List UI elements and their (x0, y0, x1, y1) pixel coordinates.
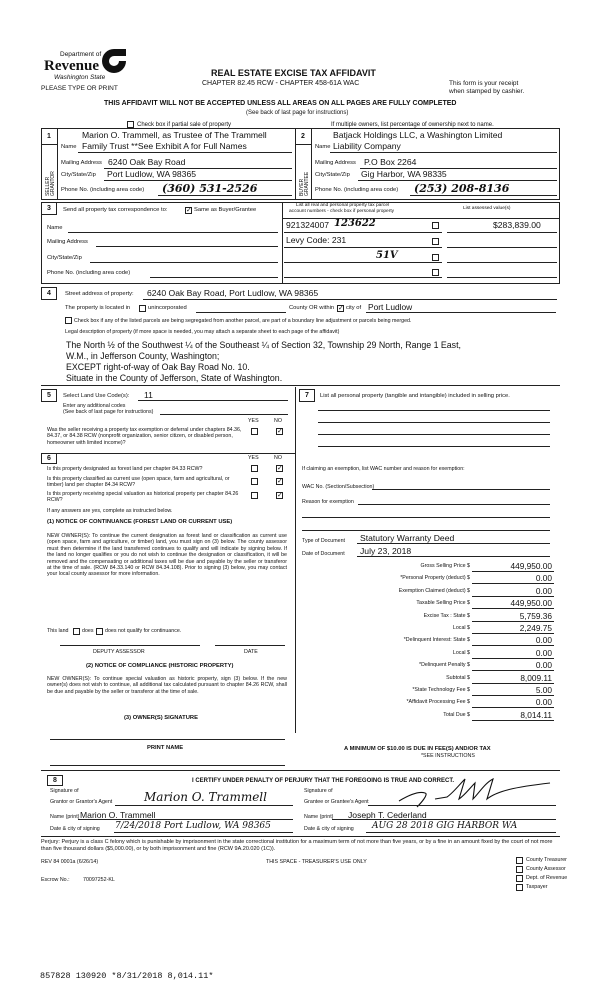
city-name: Port Ludlow (368, 302, 413, 312)
tax-row-line (472, 695, 554, 696)
buyer-phone[interactable]: (253) 208-8136 (414, 182, 510, 195)
section3-number: 3 (47, 205, 51, 212)
segregation-checkbox[interactable] (65, 317, 72, 324)
does-not-checkbox[interactable] (96, 628, 103, 635)
city-of-label: city of (346, 305, 362, 311)
section7-number: 7 (305, 392, 309, 399)
tax-row-value[interactable]: 0.00 (535, 660, 552, 670)
tax-row-value[interactable]: 449,950.00 (510, 561, 552, 571)
does-label: does (82, 628, 94, 634)
land-use-code[interactable]: 11 (144, 390, 153, 400)
grantor-date-city[interactable]: 7/24/2018 Port Ludlow, WA 98365 (115, 821, 271, 831)
street-label: Street address of property: (65, 291, 134, 297)
section5-number: 5 (47, 392, 51, 399)
legal-description-label: Legal description of property (if more space is needed, you may attach a separate sheet to each page of the affidavit) (65, 329, 340, 335)
copy-dor: Dept. of Revenue (526, 875, 568, 881)
seller-name-line2: Family Trust **See Exhibit A for Full Names (82, 141, 247, 151)
historic-yes-checkbox[interactable] (251, 492, 258, 499)
tax-row-label: *Affidavit Processing Fee $ (406, 699, 470, 705)
dept-line2: Revenue (44, 58, 99, 74)
dept-line1: Department of (60, 51, 102, 58)
unincorporated-label: unincorporated (148, 305, 187, 311)
grantee-agent-label: Grantee or Grantee's Agent (304, 799, 369, 805)
section1-number: 1 (47, 133, 51, 140)
seller-city-label: City/State/Zip (61, 172, 96, 178)
send-correspondence-label: Send all property tax correspondence to: (63, 207, 168, 213)
tax-row-line (472, 707, 554, 708)
doc-date[interactable]: July 23, 2018 (360, 546, 412, 556)
s5-yes-checkbox[interactable] (251, 428, 258, 435)
partial-sale-checkbox[interactable] (127, 121, 134, 128)
perjury-notice: Perjury: Perjury is a class C felony which is punishable by imprisonment in the state correctional institution for a maximum term of not more than five years, or by a fine in an amount fixed by the court of not more than five thousand dollars ($5,000.00), or by both imprisonment and fine (RCW 9A.20.020 (1C)). (41, 839, 553, 852)
city-of-checkbox[interactable]: ✓ (338, 305, 344, 312)
buyer-side-label: BUYER GRANTEE (299, 171, 310, 196)
notice-compliance-text: NEW OWNER(S): To continue special valuation as historic property, sign (3) below. If the new owner(s) does not wish to continue, all additional tax calculated pursuant to chapter 84.26 RCW, shall be due and payable by the seller or transferor at the time of sale. (47, 676, 287, 695)
legal-line-3: EXCEPT right-of-way of Oak Bay Road No. 10. (66, 362, 250, 372)
parcel-header2: account numbers - check box if personal property (289, 209, 395, 214)
section6-number: 6 (47, 455, 51, 462)
tax-row-line (472, 658, 554, 659)
tax-row-value[interactable]: 0.00 (535, 635, 552, 645)
tax-row-label: Taxable Selling Price $ (416, 600, 470, 606)
tax-row-value[interactable]: 0.00 (535, 697, 552, 707)
assessed-value-1: $283,839.00 (493, 220, 541, 230)
forest-yes-checkbox[interactable] (251, 465, 258, 472)
tax-row-label: *Personal Property (deduct) $ (400, 575, 470, 581)
tax-row-label: Subtotal $ (446, 675, 470, 681)
grantee-sig-of: Signature of (304, 788, 333, 794)
wac-label: WAC No. (Section/Subsection) (302, 484, 375, 490)
print-name-label: PRINT NAME (147, 745, 184, 751)
grantee-name-label: Name (print) (304, 814, 334, 820)
parcel-header1: List all real and personal property tax parcel (296, 203, 390, 208)
historic-no-checkbox[interactable]: ✓ (277, 492, 283, 499)
tax-row-line (472, 633, 554, 634)
tax-row-line (472, 683, 554, 684)
tax-row-line (472, 571, 554, 572)
s3-name-label: Name (47, 225, 63, 231)
tax-row-line (472, 596, 554, 597)
deputy-date-label: DATE (244, 649, 258, 655)
seller-city[interactable]: Port Ludlow, WA 98365 (107, 169, 197, 179)
tax-row-label: *State Technology Fee $ (412, 687, 470, 693)
grantor-name-label: Name (print) (50, 814, 80, 820)
levy-code: Levy Code: 231 (286, 235, 347, 245)
land-use-label: Select Land Use Code(s): (63, 393, 130, 399)
warning-text: THIS AFFIDAVIT WILL NOT BE ACCEPTED UNLESS ALL AREAS ON ALL PAGES ARE FULLY COMPLETED (104, 100, 457, 107)
additional-codes-label2: (See back of last page for instructions) (63, 409, 154, 415)
reason-label: Reason for exemption (302, 499, 354, 505)
buyer-name-line1: Batjack Holdings LLC, a Washington Limited (333, 130, 503, 140)
parcel2-personal-checkbox[interactable] (432, 238, 439, 245)
copy-assessor-checkbox[interactable] (516, 866, 523, 873)
tax-row-line (472, 621, 554, 622)
cashier-stamp: 857828 130920 *8/31/2018 8,014.11* (40, 971, 214, 981)
tax-row-value[interactable]: 0.00 (535, 573, 552, 583)
doc-type-label: Type of Document (302, 538, 345, 544)
tax-row-value[interactable]: 5,759.36 (519, 611, 552, 621)
parcel-handwritten: 123622 (334, 218, 376, 229)
grantor-name[interactable]: Marion O. Trammell (80, 810, 156, 820)
tax-row-value[interactable]: 2,249.75 (519, 623, 552, 633)
legal-line-4: Situate in the County of Jefferson, State of Washington. (66, 373, 283, 383)
tax-row-value[interactable]: 5.00 (535, 685, 552, 695)
tax-row-value[interactable]: 8,009.11 (520, 673, 552, 683)
copy-taxpayer-checkbox[interactable] (516, 884, 523, 891)
seller-side-label: SELLER GRANTOR (45, 171, 56, 196)
buyer-city-label: City/State/Zip (315, 172, 350, 178)
tax-row-value[interactable]: 449,950.00 (510, 598, 552, 608)
county-or-within-label: County OR within (289, 305, 335, 311)
hand-code: 51V (376, 250, 398, 261)
tax-row-line (472, 645, 554, 646)
parcel3-personal-checkbox[interactable] (432, 254, 439, 261)
section8-number: 8 (53, 777, 57, 784)
seller-name-label: Name (61, 144, 77, 150)
escrow-label: Escrow No.: (41, 877, 70, 883)
multiple-owners-note: If multiple owners, list percentage of ownership next to name. (331, 122, 494, 128)
copy-dor-checkbox[interactable] (516, 875, 523, 882)
revision-label: REV 84 0001a (6/26/14) (41, 859, 99, 865)
segregation-label: Check box if any of the listed parcels are being segregated from another parcel, are part of a boundary line adjustment or parcels being merged. (74, 318, 412, 324)
dept-line3: Washington State (54, 74, 106, 81)
tax-row-label: Local $ (452, 650, 470, 656)
escrow-number: 70097252-KL (83, 877, 115, 883)
forest-no-checkbox[interactable]: ✓ (277, 465, 283, 472)
tax-row-label: Excise Tax : State $ (423, 613, 470, 619)
tax-row-value[interactable]: 0.00 (535, 586, 552, 596)
s3-city-label: City/State/Zip (47, 255, 82, 261)
tax-row-label: Exemption Claimed (deduct) $ (398, 588, 470, 594)
forest-land-question: Is this property designated as forest land per chapter 84.33 RCW? (47, 466, 203, 472)
tax-row-label: *Delinquent Interest: State $ (403, 637, 470, 643)
seller-name-line1: Marion O. Trammell, as Trustee of The Trammell (82, 130, 267, 140)
tax-row-label: Total Due $ (443, 712, 470, 718)
grantee-date-label: Date & city of signing (304, 826, 354, 832)
street-address[interactable]: 6240 Oak Bay Road, Port Ludlow, WA 98365 (147, 288, 319, 298)
copy-treasurer-checkbox[interactable] (516, 857, 523, 864)
partial-sale-label: Check box if partial sale of property (137, 122, 232, 128)
copy-taxpayer: Taxpayer (526, 884, 548, 890)
parcel4-personal-checkbox[interactable] (432, 269, 439, 276)
tax-row-line (472, 670, 554, 671)
seller-mailing[interactable]: 6240 Oak Bay Road (108, 157, 186, 167)
tax-row-label: Gross Selling Price $ (420, 563, 470, 569)
exemption-question: Was the seller receiving a property tax exemption or deferral under chapters 84.36, 84.37, or 84.38 RCW (nonprofit organization, senior citizen, or disabled person, homeowner with limited income)? (47, 427, 242, 446)
treasurer-use-label: THIS SPACE - TREASURER'S USE ONLY (266, 859, 367, 865)
if-yes-note: If any answers are yes, complete as instructed below. (47, 508, 173, 514)
s5-no-checkbox[interactable]: ✓ (277, 428, 283, 435)
revenue-logo-icon (99, 47, 129, 75)
current-use-yes-checkbox[interactable] (251, 478, 258, 485)
grantee-name[interactable]: Joseph T. Cederland (348, 810, 427, 820)
notice-continuance-title: (1) NOTICE OF CONTINUANCE (FOREST LAND OR CURRENT USE) (47, 519, 233, 525)
s5-no: NO (274, 418, 282, 424)
same-as-buyer-checkbox[interactable]: ✓ (186, 207, 192, 214)
assessed-header: List assessed value(s) (463, 206, 511, 211)
buyer-name-line2: Liability Company (333, 141, 401, 151)
deputy-assessor-label: DEPUTY ASSESSOR (93, 649, 145, 655)
owner-signature-label: (3) OWNER(S) SIGNATURE (124, 715, 198, 721)
s5-yes: YES (248, 418, 259, 424)
current-use-question: Is this property classified as current use (open space, farm and agricultural, or timber) land per chapter 84.34 RCW? (47, 476, 230, 489)
doc-date-label: Date of Document (302, 551, 345, 557)
minimum-due-note: A MINIMUM OF $10.00 IS DUE IN FEE(S) AND/OR TAX (344, 746, 491, 752)
buyer-name-label: Name (315, 144, 331, 150)
s3-mailing-label: Mailing Address (47, 239, 88, 245)
exemption-claim-label: If claiming an exemption, list WAC number and reason for exemption: (302, 466, 465, 472)
tax-row-value[interactable]: 0.00 (535, 648, 552, 658)
notice-continuance-text: NEW OWNER(S): To continue the current designation as forest land or classification as current use (open space, farm and agriculture, or timber) land, you must sign on (3) below. The county assessor must then determine if the land transferred continues to qualify and will indicate by signing below. If the land no longer qualifies or you do not wish to continue the designation or classification, it will be removed and the compensating or additional taxes will be due and payable by the seller or transferor at the time of sale. (RCW 84.33.140 or RCW 84.34.108). Prior to signing (3) below, you may contact your local county assessor for more information. (47, 533, 287, 578)
doc-type[interactable]: Statutory Warranty Deed (360, 533, 455, 543)
legal-line-1: The North ½ of the Southwest ¼ of the Southeast ¼ of Section 32, Township 29 North, Range 1 East, (66, 340, 461, 350)
additional-codes-label1: Enter any additional codes (63, 403, 126, 409)
historic-question: Is this property receiving special valuation as historical property per chapter 84.26 RCW? (47, 491, 239, 504)
section4-number: 4 (47, 290, 51, 297)
parcel1-personal-checkbox[interactable] (432, 222, 439, 229)
print-note: PLEASE TYPE OR PRINT (41, 85, 118, 92)
personal-property-label: List all personal property (tangible and intangible) included in selling price. (320, 393, 510, 399)
this-land-label: This land (47, 628, 69, 634)
tax-row-line (472, 583, 554, 584)
seller-mailing-label: Mailing Address (61, 160, 102, 166)
buyer-city[interactable]: Gig Harbor, WA 98335 (361, 169, 447, 179)
section2-number: 2 (301, 133, 305, 140)
does-checkbox[interactable] (73, 628, 80, 635)
see-back-text: (See back of last page for instructions) (246, 110, 349, 116)
buyer-mailing[interactable]: P.O Box 2264 (364, 157, 417, 167)
receipt-note1: This form is your receipt (449, 80, 519, 87)
grantor-sig-of: Signature of (50, 788, 79, 794)
grantor-agent-label: Grantor or Grantor's Agent (50, 799, 113, 805)
current-use-no-checkbox[interactable]: ✓ (277, 478, 283, 485)
s6-yes: YES (248, 455, 259, 461)
copy-treasurer: County Treasurer (526, 857, 567, 863)
receipt-note2: when stamped by cashier. (449, 88, 525, 95)
parcel-number-1[interactable]: 921324007 (286, 220, 330, 230)
same-as-buyer-label: Same as Buyer/Grantee (194, 207, 257, 213)
seller-phone[interactable]: (360) 531-2526 (162, 182, 258, 195)
form-subtitle: CHAPTER 82.45 RCW - CHAPTER 458-61A WAC (202, 80, 360, 87)
buyer-mailing-label: Mailing Address (315, 160, 356, 166)
s6-no: NO (274, 455, 282, 461)
copy-assessor: County Assessor (526, 866, 566, 872)
tax-row-label: *Delinquent Penalty $ (419, 662, 470, 668)
tax-row-line (472, 720, 554, 721)
see-instructions-note: *SEE INSTRUCTIONS (421, 753, 475, 759)
tax-row-label: Local $ (452, 625, 470, 631)
certify-statement: I CERTIFY UNDER PENALTY OF PERJURY THAT THE FOREGOING IS TRUE AND CORRECT. (192, 778, 455, 784)
seller-phone-label: Phone No. (including area code) (61, 187, 145, 193)
legal-line-2: W.M., in Jefferson County, Washington; (66, 351, 220, 361)
form-title: REAL ESTATE EXCISE TAX AFFIDAVIT (211, 68, 376, 78)
unincorporated-checkbox[interactable] (139, 305, 146, 312)
tax-row-line (472, 608, 554, 609)
s3-phone-label: Phone No. (including area code) (47, 270, 131, 276)
grantee-date-city[interactable]: AUG 28 2018 GIG HARBOR WA (372, 821, 518, 831)
tax-row-value[interactable]: 8,014.11 (520, 710, 552, 720)
notice-compliance-title: (2) NOTICE OF COMPLIANCE (HISTORIC PROPERTY) (86, 663, 234, 669)
grantor-signature[interactable]: Marion O. Trammell (144, 790, 267, 804)
buyer-phone-label: Phone No. (including area code) (315, 187, 399, 193)
located-label: The property is located in (65, 305, 131, 311)
does-not-label: does not qualify for continuance. (105, 628, 182, 634)
grantor-date-label: Date & city of signing (50, 826, 100, 832)
